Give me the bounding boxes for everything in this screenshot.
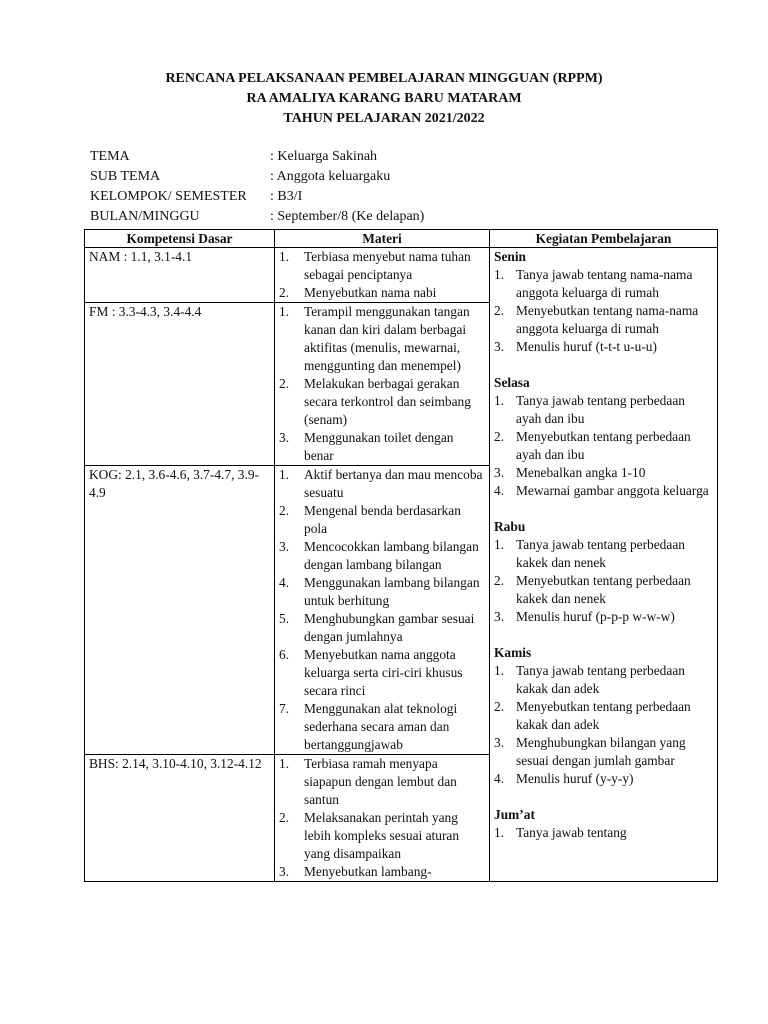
materi-cell bbox=[275, 466, 490, 755]
kegiatan-list bbox=[494, 662, 713, 788]
materi-item bbox=[279, 375, 485, 429]
item-number: 2. bbox=[494, 699, 505, 714]
day-name: Senin bbox=[494, 249, 527, 264]
item-text: Tanya jawab tentang perbedaan kakek dan nenek bbox=[516, 537, 685, 570]
item-text: Menghubungkan bilangan yang sesuai dengan jumlah gambar bbox=[516, 735, 686, 768]
meta-label: BULAN/MINGGU bbox=[90, 209, 200, 224]
kegiatan-item bbox=[494, 338, 713, 356]
table-body bbox=[85, 248, 718, 882]
materi-item bbox=[279, 809, 485, 863]
item-text: Menulis huruf (p-p-p w-w-w) bbox=[516, 609, 675, 624]
day-name: Selasa bbox=[494, 375, 530, 390]
meta-label: KELOMPOK/ SEMESTER bbox=[90, 189, 247, 204]
item-number: 3. bbox=[279, 864, 290, 879]
meta-row-sub-tema bbox=[90, 167, 710, 187]
item-text: Terbiasa menyebut nama tuhan sebagai penciptanya bbox=[304, 249, 471, 282]
materi-item bbox=[279, 466, 485, 502]
item-text: Mewarnai gambar anggota keluarga bbox=[516, 483, 709, 498]
item-text: Terampil menggunakan tangan kanan dan kiri dalam berbagai aktifitas (menulis, mewarnai, menggunting dan menempel) bbox=[304, 304, 470, 373]
meta-label: TEMA bbox=[90, 149, 130, 164]
item-text: Menulis huruf (y-y-y) bbox=[516, 771, 634, 786]
document-header bbox=[0, 69, 768, 129]
meta-value: : B3/I bbox=[270, 189, 303, 204]
kompetensi-dasar-cell: KOG: 2.1, 3.6-4.6, 3.7-4.7, 3.9-4.9 bbox=[85, 466, 275, 755]
kegiatan-item bbox=[494, 608, 713, 626]
table-row bbox=[85, 248, 718, 303]
kompetensi-dasar-cell: NAM : 1.1, 3.1-4.1 bbox=[85, 248, 275, 303]
kegiatan-item bbox=[494, 698, 713, 734]
item-text: Terbiasa ramah menyapa siapapun dengan lembut dan santun bbox=[304, 756, 457, 807]
item-number: 1. bbox=[494, 267, 505, 282]
column-header-materi: Materi bbox=[275, 230, 490, 248]
kegiatan-item bbox=[494, 662, 713, 698]
column-header-kegiatan: Kegiatan Pembelajaran bbox=[490, 230, 718, 248]
kompetensi-dasar-cell: FM : 3.3-4.3, 3.4-4.4 bbox=[85, 303, 275, 466]
item-text: Menyebutkan tentang perbedaan kakek dan nenek bbox=[516, 573, 691, 606]
kegiatan-item bbox=[494, 572, 713, 608]
kegiatan-item bbox=[494, 536, 713, 572]
materi-cell bbox=[275, 303, 490, 466]
item-text: Menyebutkan nama nabi bbox=[304, 285, 437, 300]
kegiatan-list bbox=[494, 392, 713, 500]
item-text: Tanya jawab tentang nama-nama anggota keluarga di rumah bbox=[516, 267, 693, 300]
materi-item bbox=[279, 755, 485, 809]
materi-cell bbox=[275, 755, 490, 882]
item-text: Tanya jawab tentang bbox=[516, 825, 627, 840]
kompetensi-dasar-cell: BHS: 2.14, 3.10-4.10, 3.12-4.12 bbox=[85, 755, 275, 882]
day-block bbox=[494, 248, 713, 356]
kegiatan-item bbox=[494, 464, 713, 482]
item-text: Melakukan berbagai gerakan secara terkontrol dan seimbang (senam) bbox=[304, 376, 471, 427]
item-number: 1. bbox=[279, 249, 290, 264]
materi-list bbox=[279, 466, 485, 754]
materi-item bbox=[279, 610, 485, 646]
document-meta bbox=[90, 147, 710, 227]
item-number: 2. bbox=[279, 285, 290, 300]
kegiatan-item bbox=[494, 428, 713, 464]
day-block bbox=[494, 806, 713, 842]
meta-row-bulan-minggu bbox=[90, 207, 710, 227]
item-number: 1. bbox=[279, 304, 290, 319]
materi-item bbox=[279, 646, 485, 700]
item-text: Menyebutkan tentang perbedaan kakak dan adek bbox=[516, 699, 691, 732]
item-number: 2. bbox=[494, 429, 505, 444]
academic-year: TAHUN PELAJARAN 2021/2022 bbox=[283, 111, 485, 126]
item-number: 7. bbox=[279, 701, 290, 716]
item-number: 1. bbox=[494, 825, 505, 840]
rppm-table bbox=[84, 229, 718, 882]
meta-row-tema bbox=[90, 147, 710, 167]
column-header-kompetensi: Kompetensi Dasar bbox=[85, 230, 275, 248]
item-text: Menyebutkan tentang nama-nama anggota keluarga di rumah bbox=[516, 303, 699, 336]
day-name: Rabu bbox=[494, 519, 526, 534]
kegiatan-list bbox=[494, 536, 713, 626]
day-name: Jum’at bbox=[494, 807, 535, 822]
item-number: 6. bbox=[279, 647, 290, 662]
item-text: Aktif bertanya dan mau mencoba sesuatu bbox=[304, 467, 483, 500]
item-text: Menebalkan angka 1-10 bbox=[516, 465, 646, 480]
kegiatan-list bbox=[494, 824, 713, 842]
item-number: 1. bbox=[494, 663, 505, 678]
kegiatan-cell bbox=[490, 248, 718, 882]
item-number: 1. bbox=[279, 756, 290, 771]
day-block bbox=[494, 518, 713, 626]
kegiatan-list bbox=[494, 266, 713, 356]
item-text: Menulis huruf (t-t-t u-u-u) bbox=[516, 339, 657, 354]
kegiatan-item bbox=[494, 734, 713, 770]
item-number: 3. bbox=[494, 465, 505, 480]
materi-item bbox=[279, 429, 485, 465]
item-text: Menggunakan lambang bilangan untuk berhitung bbox=[304, 575, 480, 608]
meta-value: : Anggota keluargaku bbox=[270, 169, 391, 184]
materi-item bbox=[279, 574, 485, 610]
materi-item bbox=[279, 502, 485, 538]
item-number: 2. bbox=[494, 303, 505, 318]
materi-cell bbox=[275, 248, 490, 303]
school-name: RA AMALIYA KARANG BARU MATARAM bbox=[246, 91, 522, 106]
item-number: 4. bbox=[494, 483, 505, 498]
meta-label: SUB TEMA bbox=[90, 169, 161, 184]
document-title: RENCANA PELAKSANAAN PEMBELAJARAN MINGGUAN (RPPM) bbox=[165, 71, 603, 86]
meta-value: : Keluarga Sakinah bbox=[270, 149, 378, 164]
meta-value: : September/8 (Ke delapan) bbox=[270, 209, 425, 224]
materi-list bbox=[279, 755, 485, 881]
item-number: 2. bbox=[279, 503, 290, 518]
item-number: 3. bbox=[494, 735, 505, 750]
kegiatan-item bbox=[494, 302, 713, 338]
item-text: Menyebutkan nama anggota keluarga serta ciri-ciri khusus secara rinci bbox=[304, 647, 463, 698]
item-number: 1. bbox=[494, 537, 505, 552]
item-text: Menyebutkan tentang perbedaan ayah dan ibu bbox=[516, 429, 691, 462]
item-number: 5. bbox=[279, 611, 290, 626]
table-header-row bbox=[85, 230, 718, 248]
day-name: Kamis bbox=[494, 645, 532, 660]
kegiatan-item bbox=[494, 266, 713, 302]
item-text: Menggunakan toilet dengan benar bbox=[304, 430, 454, 463]
item-number: 3. bbox=[494, 339, 505, 354]
item-text: Menyebutkan lambang- bbox=[304, 864, 432, 879]
item-text: Tanya jawab tentang perbedaan ayah dan ibu bbox=[516, 393, 685, 426]
meta-row-kelompok bbox=[90, 187, 710, 207]
item-number: 1. bbox=[279, 467, 290, 482]
item-number: 4. bbox=[494, 771, 505, 786]
materi-item bbox=[279, 538, 485, 574]
day-block bbox=[494, 644, 713, 788]
materi-list bbox=[279, 248, 485, 302]
item-number: 1. bbox=[494, 393, 505, 408]
item-number: 2. bbox=[279, 810, 290, 825]
item-text: Menggunakan alat teknologi sederhana secara aman dan bertanggungjawab bbox=[304, 701, 458, 752]
day-block bbox=[494, 374, 713, 500]
kegiatan-item bbox=[494, 482, 713, 500]
materi-list bbox=[279, 303, 485, 465]
item-number: 2. bbox=[494, 573, 505, 588]
item-text: Tanya jawab tentang perbedaan kakak dan adek bbox=[516, 663, 685, 696]
item-number: 3. bbox=[279, 539, 290, 554]
item-number: 2. bbox=[279, 376, 290, 391]
item-text: Mencocokkan lambang bilangan dengan lambang bilangan bbox=[304, 539, 479, 572]
item-text: Melaksanakan perintah yang lebih kompleks sesuai aturan yang disampaikan bbox=[304, 810, 460, 861]
materi-item bbox=[279, 284, 485, 302]
materi-item bbox=[279, 863, 485, 881]
item-number: 3. bbox=[279, 430, 290, 445]
item-number: 4. bbox=[279, 575, 290, 590]
materi-item bbox=[279, 700, 485, 754]
materi-item bbox=[279, 248, 485, 284]
kegiatan-item bbox=[494, 392, 713, 428]
item-text: Menghubungkan gambar sesuai dengan jumlahnya bbox=[304, 611, 475, 644]
kegiatan-item bbox=[494, 770, 713, 788]
materi-item bbox=[279, 303, 485, 375]
item-number: 3. bbox=[494, 609, 505, 624]
kegiatan-item bbox=[494, 824, 713, 842]
item-text: Mengenal benda berdasarkan pola bbox=[304, 503, 461, 536]
